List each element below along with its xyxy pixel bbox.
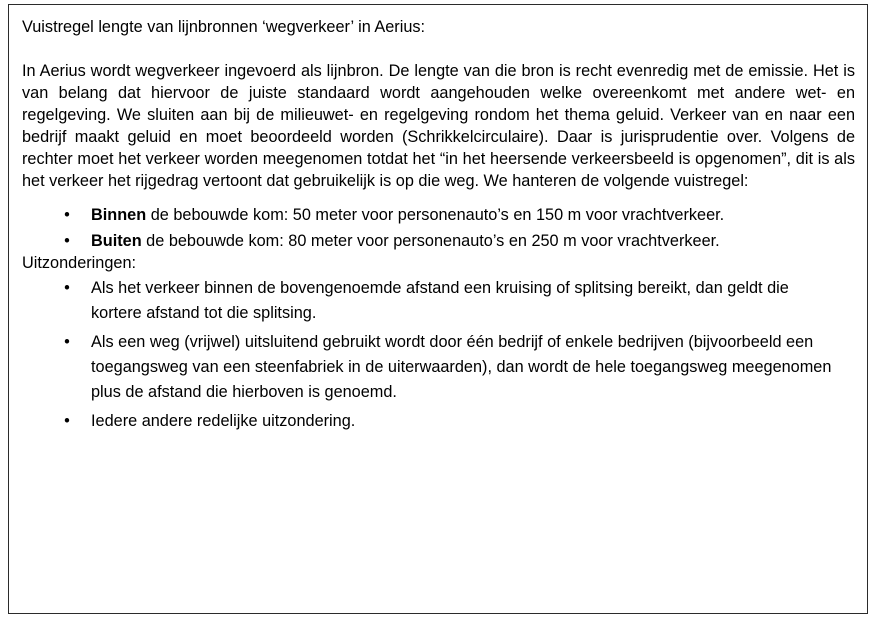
- exceptions-list: [22, 276, 855, 434]
- rule-keyword: Binnen: [91, 206, 147, 224]
- bullet-icon: •: [64, 279, 70, 297]
- bullet-icon: •: [64, 333, 70, 351]
- exception-item: [64, 409, 835, 434]
- intro-paragraph: In Aerius wordt wegverkeer ingevoerd als lijnbron. De lengte van die bron is recht evenredig met de emissie. Het is van belang dat hiervoor de juiste standaard wordt aangehouden welke overeenkomt met andere wet- en regelgeving. We sluiten aan bij de milieuwet- en regelgeving rondom het thema geluid. Verkeer van en naar een bedrijf maakt geluid en moet beoordeeld worden (Schrikkelcirculaire). Daar is jurisprudentie over. Volgens de rechter moet het verkeer worden meegenomen totdat het “in het heersende verkeersbeeld is opgenomen”, dit is als het verkeer het rijgedrag vertoont dat gebruikelijk is op die weg. We hanteren de volgende vuistregel:: [22, 62, 855, 190]
- bullet-icon: •: [64, 412, 70, 430]
- exception-text: Als het verkeer binnen de bovengenoemde afstand een kruising of splitsing bereikt, dan geldt die kortere afstand tot die splitsing.: [91, 279, 789, 322]
- document-title: Vuistregel lengte van lijnbronnen ‘wegverkeer’ in Aerius:: [22, 18, 426, 36]
- rule-item-binnen: [64, 204, 765, 226]
- text-box-frame: [8, 4, 868, 614]
- bullet-icon: •: [64, 206, 70, 224]
- rules-list: [22, 204, 855, 252]
- exceptions-heading: Uitzonderingen:: [22, 254, 137, 272]
- exception-item: [64, 330, 835, 405]
- rule-keyword: Buiten: [91, 232, 142, 250]
- exception-item: [64, 276, 835, 326]
- rule-item-buiten: [64, 230, 765, 252]
- bullet-icon: •: [64, 232, 70, 250]
- rule-text: de bebouwde kom: 80 meter voor personenauto’s en 250 m voor vrachtverkeer.: [141, 232, 720, 250]
- exception-text: Als een weg (vrijwel) uitsluitend gebruikt wordt door één bedrijf of enkele bedrijven (bijvoorbeeld een toegangsweg van een steenfabriek in de uiterwaarden), dan wordt de hele toegangsweg meegenomen plus de afstand die hierboven is genoemd.: [91, 333, 832, 401]
- rule-text: de bebouwde kom: 50 meter voor personenauto’s en 150 m voor vrachtverkeer.: [146, 206, 725, 224]
- exception-text: Iedere andere redelijke uitzondering.: [91, 412, 356, 430]
